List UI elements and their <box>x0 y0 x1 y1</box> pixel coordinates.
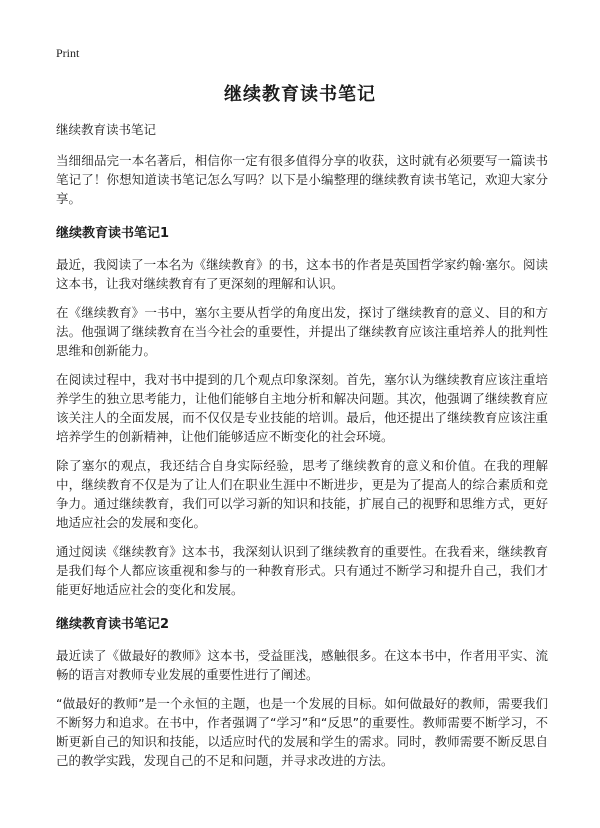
paragraph: 在《继续教育》一书中，塞尔主要从哲学的角度出发，探讨了继续教育的意义、目的和方法。他强调了继续教育在当今社会的重要性，并提出了继续教育应该注重培养人的批判性思维和创新能力。 <box>56 305 548 358</box>
section-heading: 继续教育读书笔记2 <box>56 617 170 632</box>
paragraph: 除了塞尔的观点，我还结合自身实际经验，思考了继续教育的意义和价值。在我的理解中，继续教育不仅是为了让人们在职业生涯中不断进步，更是为了提高人的综合素质和竞争力。通过继续教育，我们可以学习新的知识和技能，扩展自己的视野和思维方式，更好地适应社会的发展和变化。 <box>56 458 548 530</box>
document-subtitle: 继续教育读书笔记 <box>56 122 157 137</box>
document-body <box>56 120 548 780</box>
paragraph: 在阅读过程中，我对书中提到的几个观点印象深刻。首先，塞尔认为继续教育应该注重培养学生的独立思考能力，让他们能够自主地分析和解决问题。其次，他强调了继续教育应该关注人的全面发展，而不仅仅是专业技能的培训。最后，他还提出了继续教育应该注重培养学生的创新精神，让他们能够适应不断变化的社会环境。 <box>56 372 548 444</box>
print-label: Print <box>56 46 80 60</box>
paragraph: 通过阅读《继续教育》这本书，我深刻认识到了继续教育的重要性。在我看来，继续教育是我们每个人都应该重视和参与的一种教育形式。只有通过不断学习和提升自己，我们才能更好地适应社会的变化和发展。 <box>56 544 548 597</box>
paragraph: “做最好的教师”是一个永恒的主题，也是一个发展的目标。如何做最好的教师，需要我们不断努力和追求。在书中，作者强调了“学习”和“反思”的重要性。教师需要不断学习，不断更新自己的知识和技能，以适应时代的发展和学生的需求。同时，教师需要不断反思自己的教学实践，发现自己的不足和问题，并寻求改进的方法。 <box>56 696 548 768</box>
section-heading: 继续教育读书笔记1 <box>56 226 170 241</box>
intro-paragraph: 当细细品完一本名著后，相信你一定有很多值得分享的收获，这时就有必须要写一篇读书笔记了！你想知道读书笔记怎么写吗？以下是小编整理的继续教育读书笔记，欢迎大家分享。 <box>56 153 548 206</box>
paragraph: 最近，我阅读了一本名为《继续教育》的书，这本书的作者是英国哲学家约翰·塞尔。阅读这本书，让我对继续教育有了更深刻的理解和认识。 <box>56 257 548 291</box>
paragraph: 最近读了《做最好的教师》这本书，受益匪浅，感触很多。在这本书中，作者用平实、流畅的语言对教师专业发展的重要性进行了阐述。 <box>56 648 548 682</box>
page-title: 继续教育读书笔记 <box>224 84 376 105</box>
